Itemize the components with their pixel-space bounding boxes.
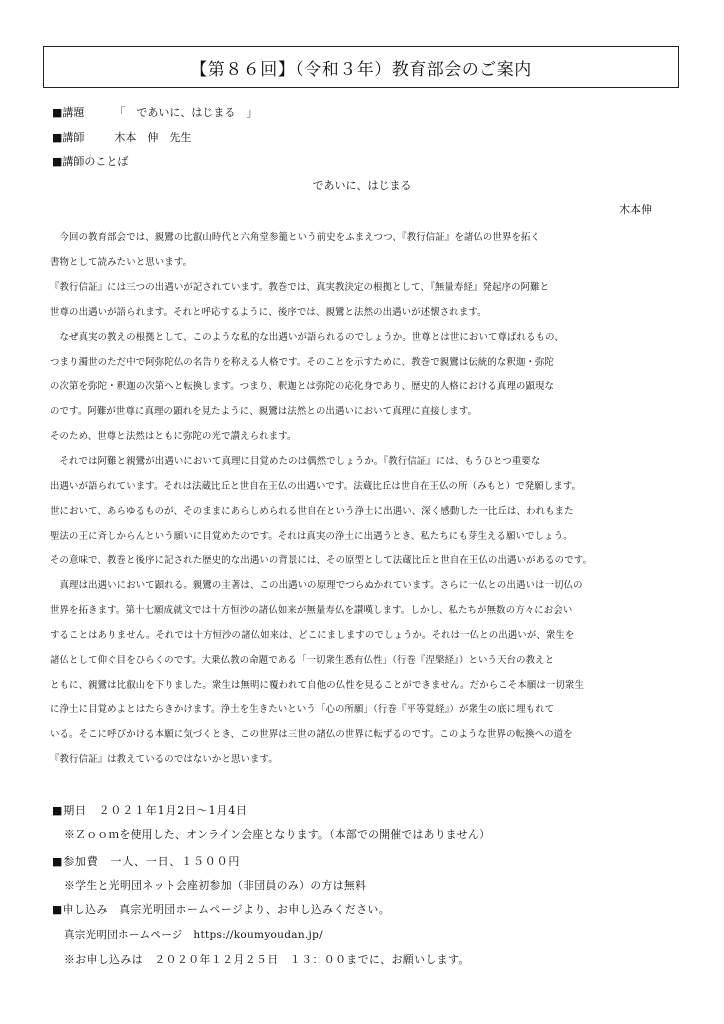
essay-author: 木本伸	[619, 203, 652, 216]
fee-note: ※学生と光明団ネット会座初参加（非団員のみ）の方は無料	[64, 879, 367, 892]
essay-line: 諸仏として仰ぐ目をひらくのです。大乗仏教の命題である「一切衆生悉有仏性」（行巻『涅槃経』）という天台の教えと	[50, 655, 555, 666]
homepage-link[interactable]: 真宗光明団ホームページ https://koumyoudan.jp/	[64, 929, 323, 941]
essay-line: その意味で、教巻と後序に記された歴史的な出遇いの背景には、その原型として法蔵比丘と世自在王仏の出遇いがあるのです。	[50, 555, 592, 566]
essay-line: いる。そこに呼びかける本願に気づくとき、この世界は三世の諸仏の世界に転ずるのです。このような世界の転換への道を	[50, 729, 573, 740]
essay-line: つまり濁世のただ中で阿弥陀仏の名告りを称える人格です。そのことを示すために、教巻で親鸞は伝統的な釈迦・弥陀	[50, 357, 555, 368]
essay-line: に浄土に目覚めよとはたらきかけます。浄土を生きたいという「心の所願」（行巻『平等覚経』）が衆生の底に埋もれて	[50, 704, 555, 715]
essay-line: なぜ真実の教えの根拠として、このような私的な出遇いが語られるのでしょうか。世尊とは世において尊ばれるもの、	[50, 332, 564, 343]
title-box	[43, 46, 679, 88]
essay-line: 書物として読みたいと思います。	[50, 257, 193, 268]
essay-line: 世において、あらゆるものが、そのままにあらしめられる世自在という浄土に出遇い、深く感動した一比丘は、われもまた	[50, 506, 574, 517]
lecturer-label: ■講師	[52, 131, 85, 144]
application-info: ■申し込み 真宗光明団ホームページより、お申し込みください。	[52, 903, 391, 916]
essay-line: 出遇いが語られています。それは法蔵比丘と世自在王仏の出遇いです。法蔵比丘は世自在王仏の所（みもと）で発願します。	[50, 481, 582, 492]
lecturer-row	[52, 129, 191, 145]
essay-line: それでは阿難と親鸞が出遇いにおいて真理に目覚めたのは偶然でしょうか。『教行信証』には、もうひとつ重要な	[50, 456, 541, 467]
deadline-note: ※お申し込みは ２０２０年１２月２５日 １３：００までに、お願いします。	[64, 953, 470, 966]
lecturer-value: 木本 伸 先生	[114, 131, 192, 144]
essay-line: することはありません。それでは十方恒沙の諸仏如来は、どこにましますのでしょうか。それは一仏との出遇いが、衆生を	[50, 630, 575, 641]
essay-line: そのため、世尊と法然はともに弥陀の光で讃えられます。	[50, 431, 297, 442]
topic-label: ■講題	[52, 106, 85, 119]
essay-line: 真理は出遇いにおいて顕れる。親鸞の主著は、この出遇いの原理でつらぬかれています。さらに一仏との出遇いは一切仏の	[50, 580, 583, 591]
essay-line: ともに、親鸞は比叡山を下りました。衆生は無明に覆われて自他の仏性を見ることができません。だからこそ本願は一切衆生	[50, 680, 584, 691]
event-date: ■期日 ２０２１年1月2日～1月4日	[52, 804, 248, 817]
essay-line: のです。阿難が世尊に真理の顕れを見たように、親鸞は法然との出遇いにおいて真理に直接します。	[50, 406, 478, 417]
zoom-note: ※Ｚｏｏｍを使用した、オンライン会座となります。（本部での開催ではありません）	[64, 828, 491, 841]
essay-line: 今回の教育部会では、親鸞の比叡山時代と六角堂参籠という前史をふまえつつ、『教行信証』を諸仏の世界を拓く	[50, 232, 541, 243]
participation-fee: ■参加費 一人、一日、１５００円	[52, 855, 241, 868]
topic-row	[52, 104, 257, 120]
essay-line: 『教行信証』には三つの出遇いが記されています。教巻では、真実教決定の根拠として、『無量寿経』発起序の阿難と	[50, 282, 550, 293]
topic-value: 「 であいに、はじまる 」	[114, 106, 258, 119]
essay-line: 聖法の王に斉しからんという願いに目覚めたのです。それは真実の浄土に出遇うとき、私たちにも芽生える願いでしょう。	[50, 531, 573, 542]
essay-line: 世尊の出遇いが語られます。それと呼応するように、後序では、親鸞と法然の出遇いが述懐されます。	[50, 307, 487, 318]
essay-title: であいに、はじまる	[312, 179, 412, 192]
essay-line: 『教行信証』は教えているのではないかと思います。	[50, 754, 278, 765]
essay-line: 世界を拓きます。第十七願成就文では十方恒沙の諸仏如来が無量寿仏を讃嘆します。しかし、私たちが無数の方々にお会い	[50, 605, 573, 616]
essay-line: の次第を弥陀・釈迦の次第へと転換します。つまり、釈迦とは弥陀の応化身であり、歴史的人格における真理の顕現な	[50, 381, 555, 392]
lecturer-words-label: ■講師のことば	[52, 155, 129, 168]
page-title: 【第８６回】（令和３年）教育部会のご案内	[190, 59, 532, 80]
